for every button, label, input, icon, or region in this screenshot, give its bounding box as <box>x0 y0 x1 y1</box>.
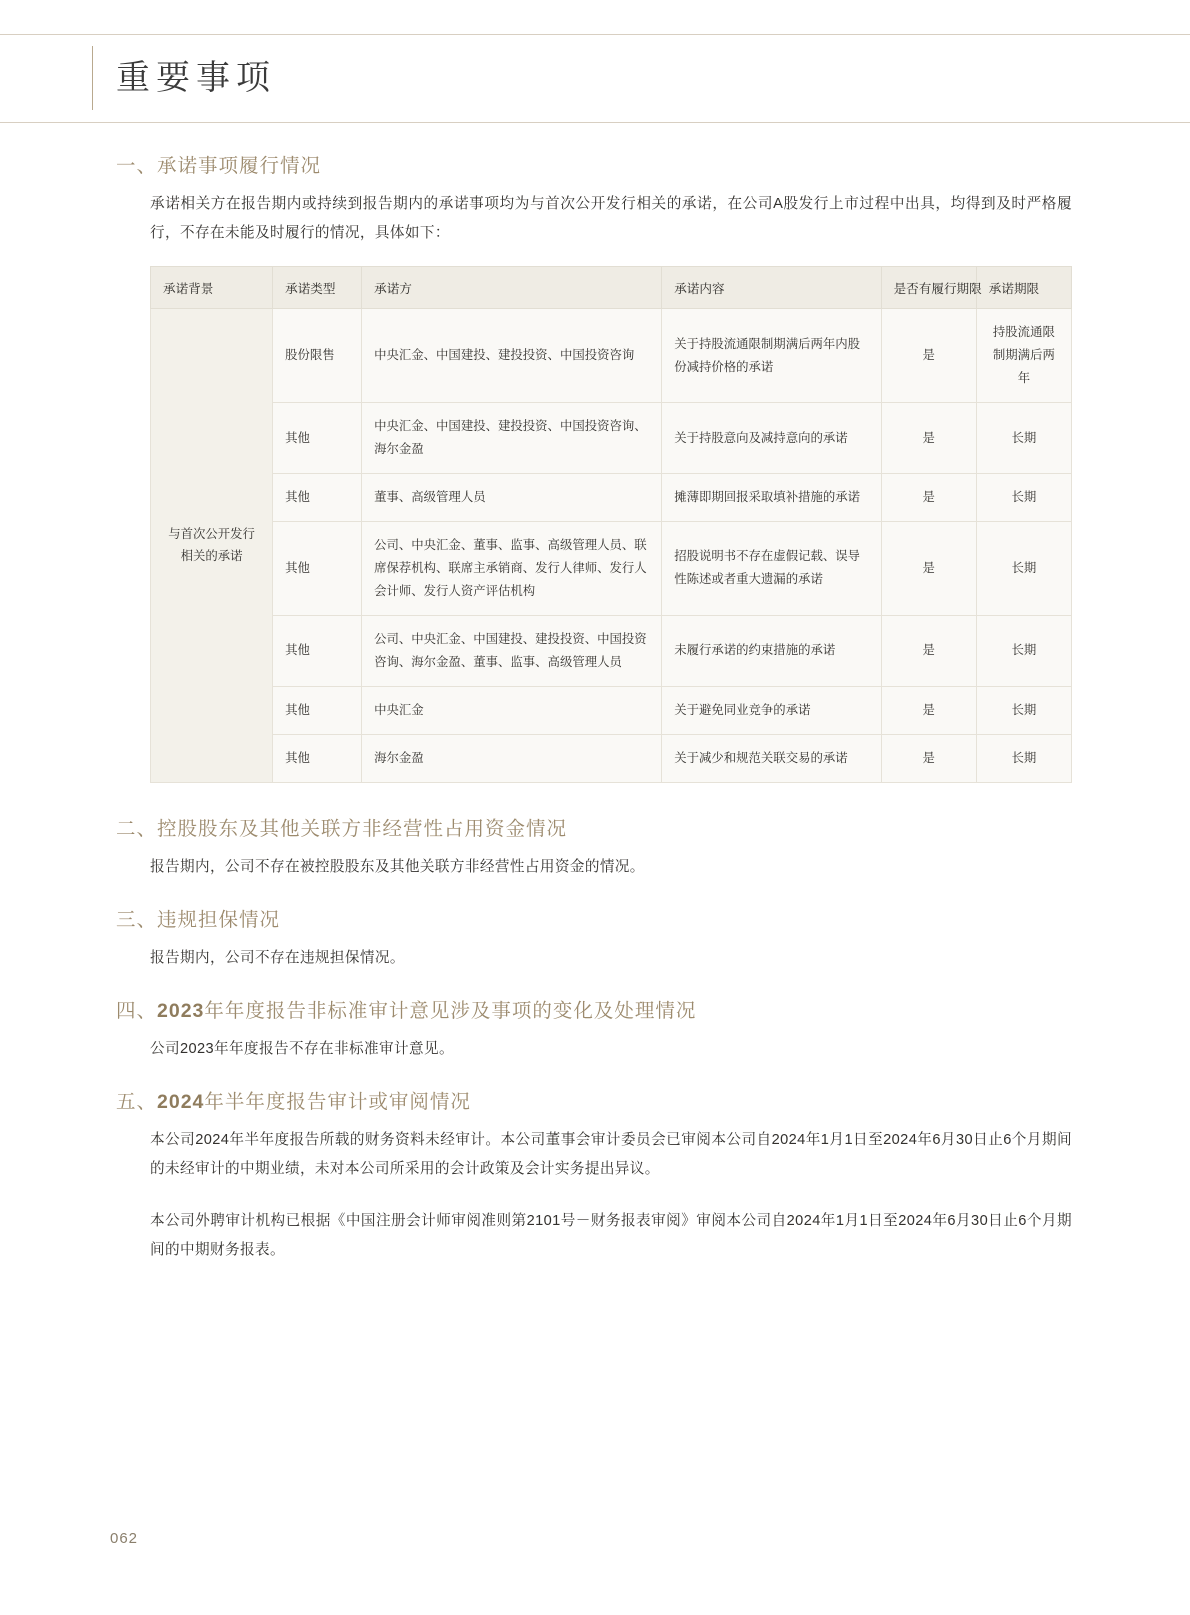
section-heading-5 <box>0 1086 1190 1114</box>
table-row <box>151 403 1072 474</box>
table-row <box>151 474 1072 522</box>
section-heading-1 <box>0 150 1190 178</box>
section-heading-2 <box>0 813 1190 841</box>
cell-has-term: 是 <box>881 615 976 686</box>
section-5-year: 2024 <box>157 1091 205 1114</box>
section-5-prefix: 五、 <box>116 1091 158 1114</box>
cell-content: 未履行承诺的约束措施的承诺 <box>662 615 881 686</box>
cell-term: 长期 <box>976 686 1071 734</box>
cell-type: 其他 <box>273 403 362 474</box>
cell-content: 关于持股流通限制期满后两年内股份减持价格的承诺 <box>662 309 881 403</box>
section-3-title: 违规担保情况 <box>157 908 281 931</box>
cell-type: 其他 <box>273 734 362 782</box>
cell-type: 其他 <box>273 474 362 522</box>
cell-term: 长期 <box>976 522 1071 616</box>
cell-type: 其他 <box>273 615 362 686</box>
section-1-prefix: 一、 <box>116 155 158 177</box>
cell-has-term: 是 <box>881 686 976 734</box>
section-heading-3 <box>0 904 1190 932</box>
header-accent-bar <box>92 46 93 110</box>
cell-party: 公司、中央汇金、中国建投、建投投资、中国投资咨询、海尔金盈、董事、监事、高级管理人员 <box>362 615 662 686</box>
th-type: 承诺类型 <box>273 267 362 309</box>
section-2-paragraph: 报告期内，公司不存在被控股股东及其他关联方非经营性占用资金的情况。 <box>150 858 645 875</box>
section-4-title: 年年度报告非标准审计意见涉及事项的变化及处理情况 <box>204 999 697 1022</box>
section-5-paragraph-1: 本公司2024年半年度报告所载的财务资料未经审计。本公司董事会审计委员会已审阅本公司自2024年1月1日至2024年6月30日止6个月期间的未经审计的中期业绩，未对本公司所采用的会计政策及会计实务提出异议。 <box>150 1132 1072 1178</box>
cell-has-term: 是 <box>881 403 976 474</box>
table-row <box>151 615 1072 686</box>
cell-term: 长期 <box>976 615 1071 686</box>
section-4-paragraph: 公司2023年年度报告不存在非标准审计意见。 <box>150 1040 454 1057</box>
th-content: 承诺内容 <box>662 267 881 309</box>
section-5-paragraph-2: 本公司外聘审计机构已根据《中国注册会计师审阅准则第2101号－财务报表审阅》审阅本公司自2024年1月1日至2024年6月30日止6个月期间的中期财务报表。 <box>150 1212 1072 1258</box>
cell-term: 长期 <box>976 474 1071 522</box>
table-row <box>151 522 1072 616</box>
section-heading-4 <box>0 995 1190 1023</box>
cell-content: 摊薄即期回报采取填补措施的承诺 <box>662 474 881 522</box>
page-content <box>0 150 1190 1271</box>
table-header-row <box>151 267 1072 309</box>
page-title: 重要事项 <box>116 58 276 98</box>
section-2-prefix: 二、 <box>116 817 158 840</box>
cell-term: 长期 <box>976 403 1071 474</box>
section-2-title: 控股股东及其他关联方非经营性占用资金情况 <box>157 817 568 840</box>
page-number: 062 <box>110 1530 139 1547</box>
cell-content: 关于减少和规范关联交易的承诺 <box>662 734 881 782</box>
section-1-title: 承诺事项履行情况 <box>157 155 322 177</box>
cell-type: 其他 <box>273 686 362 734</box>
section-1-paragraph: 承诺相关方在报告期内或持续到报告期内的承诺事项均为与首次公开发行相关的承诺，在公司A股发行上市过程中出具，均得到及时严格履行，不存在未能及时履行的情况，具体如下： <box>150 196 1072 242</box>
header-bottom-divider <box>0 122 1190 123</box>
cell-has-term: 是 <box>881 522 976 616</box>
section-3-prefix: 三、 <box>116 908 158 931</box>
th-background: 承诺背景 <box>151 267 273 309</box>
cell-type: 股份限售 <box>273 309 362 403</box>
cell-party: 中央汇金 <box>362 686 662 734</box>
cell-content: 关于避免同业竞争的承诺 <box>662 686 881 734</box>
th-party: 承诺方 <box>362 267 662 309</box>
cell-content: 关于持股意向及减持意向的承诺 <box>662 403 881 474</box>
cell-party: 中央汇金、中国建投、建投投资、中国投资咨询、海尔金盈 <box>362 403 662 474</box>
section-4-year: 2023 <box>157 999 205 1022</box>
cell-term: 持股流通限制期满后两年 <box>976 309 1071 403</box>
cell-content: 招股说明书不存在虚假记载、误导性陈述或者重大遗漏的承诺 <box>662 522 881 616</box>
cell-has-term: 是 <box>881 474 976 522</box>
table-row <box>151 309 1072 403</box>
section-5-title: 年半年度报告审计或审阅情况 <box>204 1091 471 1114</box>
th-term: 承诺期限 <box>976 267 1071 309</box>
cell-party: 中央汇金、中国建投、建投投资、中国投资咨询 <box>362 309 662 403</box>
cell-party: 董事、高级管理人员 <box>362 474 662 522</box>
section-4-prefix: 四、 <box>116 999 158 1022</box>
commitment-table-wrapper <box>0 266 1190 782</box>
table-row <box>151 686 1072 734</box>
cell-party: 公司、中央汇金、董事、监事、高级管理人员、联席保荐机构、联席主承销商、发行人律师、发行人会计师、发行人资产评估机构 <box>362 522 662 616</box>
cell-party: 海尔金盈 <box>362 734 662 782</box>
cell-type: 其他 <box>273 522 362 616</box>
cell-has-term: 是 <box>881 309 976 403</box>
header-top-divider <box>0 34 1190 35</box>
table-row <box>151 734 1072 782</box>
cell-background: 与首次公开发行相关的承诺 <box>151 309 273 782</box>
section-3-paragraph: 报告期内，公司不存在违规担保情况。 <box>150 949 405 966</box>
page-header <box>0 0 1190 150</box>
cell-term: 长期 <box>976 734 1071 782</box>
cell-has-term: 是 <box>881 734 976 782</box>
commitment-table <box>150 266 1072 782</box>
th-has-term: 是否有履行期限 <box>881 267 976 309</box>
